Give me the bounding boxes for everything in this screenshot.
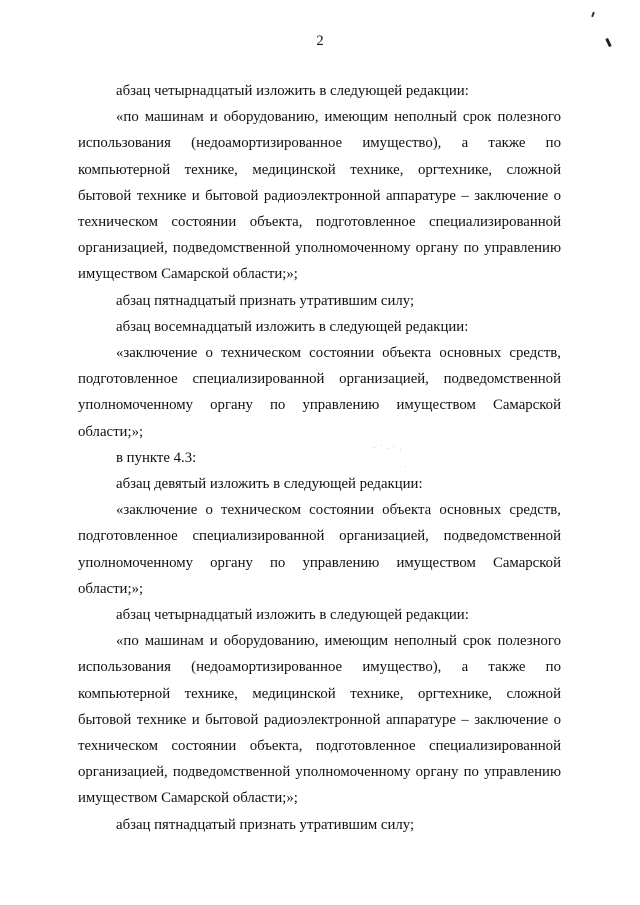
paragraph: абзац восемнадцатый изложить в следующей редакции:	[116, 318, 469, 335]
paragraph: абзац пятнадцатый признать утратившим силу;	[116, 292, 415, 309]
document-body	[78, 78, 561, 838]
page-number: 2	[316, 33, 324, 49]
paragraph: абзац пятнадцатый признать утратившим силу;	[116, 816, 415, 833]
paragraph: «по машинам и оборудованию, имеющим неполный срок полезного использования (недоамортизированное имущество), а также по компьютерной технике, медицинской технике, оргтехнике, сложной бытовой технике и бытовой радиоэлектронной аппаратуре – заключение о техническом состоянии объекта, подготовленное специализированной организацией, подведомственной уполномоченному органу по управлению имуществом Самарской области;»;	[78, 633, 561, 807]
paragraph: абзац четырнадцатый изложить в следующей редакции:	[116, 83, 469, 99]
paragraph: «заключение о техническом состоянии объекта основных средств, подготовленное специализированной организацией, подведомственной уполномоченному органу по управлению имуществом Самарской области;»;	[78, 345, 561, 440]
paragraph: абзац девятый изложить в следующей редакции:	[116, 476, 423, 493]
paragraph: абзац четырнадцатый изложить в следующей редакции:	[116, 607, 469, 624]
scan-noise	[372, 444, 412, 474]
scan-mark	[591, 12, 595, 17]
paragraph: «по машинам и оборудованию, имеющим неполный срок полезного использования (недоамортизированное имущество), а также по компьютерной технике, медицинской технике, оргтехнике, сложной бытовой технике и бытовой радиоэлектронной аппаратуре – заключение о техническом состоянии объекта, подготовленное специализированной организацией, подведомственной уполномоченному органу по управлению имуществом Самарской области;»;	[78, 109, 561, 283]
paragraph: в пункте 4.3:	[116, 449, 197, 466]
paragraph: «заключение о техническом состоянии объекта основных средств, подготовленное специализированной организацией, подведомственной уполномоченному органу по управлению имуществом Самарской области;»;	[78, 502, 561, 597]
